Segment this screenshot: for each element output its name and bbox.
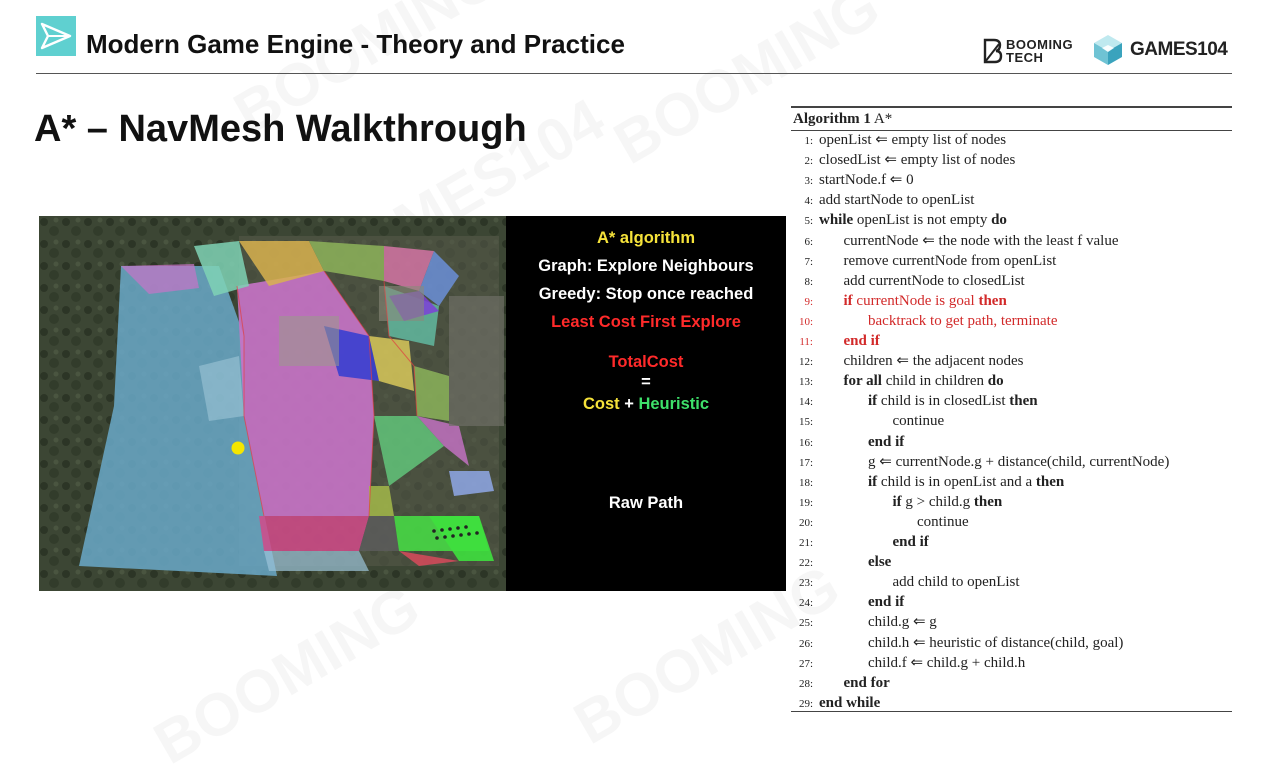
algorithm-keyword: end while xyxy=(819,694,881,711)
algorithm-line-number: 22: xyxy=(798,557,813,570)
algorithm-keyword: end if xyxy=(843,333,880,349)
algorithm-line-number: 23: xyxy=(798,577,813,590)
algorithm-line-number: 13: xyxy=(798,376,813,389)
algorithm-line-number: 3: xyxy=(804,175,813,188)
algorithm-keyword: then xyxy=(973,493,1003,510)
algorithm-line xyxy=(791,693,880,713)
algorithm-line-number: 14: xyxy=(798,396,813,409)
algorithm-line-number: 10: xyxy=(798,315,813,328)
algorithm-keyword: for all xyxy=(843,373,882,390)
algorithm-caption-name: A* xyxy=(873,111,893,127)
algorithm-line-text xyxy=(868,474,1064,490)
algorithm-line-text xyxy=(868,635,1123,651)
algorithm-line-text xyxy=(819,212,1007,228)
algorithm-line-number: 19: xyxy=(798,496,813,509)
algorithm-line xyxy=(791,331,880,351)
algorithm-keyword: end if xyxy=(868,594,905,611)
algorithm-text: g > child.g xyxy=(901,493,974,510)
algorithm-text: child.g ⇐ g xyxy=(868,614,937,631)
algorithm-line-text xyxy=(893,413,945,429)
algorithm-line xyxy=(791,371,1004,391)
algorithm-line xyxy=(791,572,1020,592)
algorithm-line-number: 11: xyxy=(799,336,813,348)
algorithm-text: openList ⇐ empty list of nodes xyxy=(819,132,1007,148)
algorithm-text: child is in openList and a xyxy=(877,473,1036,490)
games104-text: GAMES104 xyxy=(1130,39,1228,60)
algorithm-text: closedList ⇐ empty list of nodes xyxy=(819,152,1016,169)
algorithm-line-text xyxy=(819,132,1006,148)
algorithm-text: openList is not empty xyxy=(853,212,992,229)
algorithm-keyword: do xyxy=(991,212,1007,229)
algorithm-bottom-rule xyxy=(791,711,1232,712)
algorithm-line-number: 21: xyxy=(798,537,813,549)
algorithm-keyword: then xyxy=(1009,393,1038,410)
algorithm-keyword: if xyxy=(868,473,878,490)
algorithm-line-text xyxy=(844,333,880,349)
algorithm-line-text xyxy=(868,554,891,570)
algorithm-line xyxy=(791,452,1169,472)
algorithm-line-text xyxy=(844,353,1024,369)
algorithm-keyword: end if xyxy=(892,534,929,550)
algorithm-line-text xyxy=(844,373,1004,389)
algorithm-text: currentNode is goal xyxy=(852,292,979,309)
algorithm-keyword: then xyxy=(1035,473,1065,490)
algorithm-text: add startNode to openList xyxy=(819,192,975,209)
algorithm-line-text xyxy=(868,434,904,450)
algorithm-line-number: 9: xyxy=(804,295,813,308)
algorithm-text: continue xyxy=(917,513,969,530)
algorithm-keyword: else xyxy=(868,554,892,571)
algorithm-text: child.h ⇐ heuristic of distance(child, goal) xyxy=(868,634,1124,651)
algorithm-keyword: if xyxy=(892,493,902,510)
algorithm-line-text xyxy=(844,253,1057,269)
info-plus: + xyxy=(619,395,639,413)
algorithm-caption-label: Algorithm 1 xyxy=(793,111,871,127)
algorithm-line-text xyxy=(819,152,1015,168)
algorithm-text: child is in closedList xyxy=(877,393,1010,410)
algorithm-line-text xyxy=(844,293,1007,309)
algorithm-line xyxy=(791,391,1038,411)
algorithm-line-text xyxy=(917,514,969,530)
algorithm-line xyxy=(791,311,1058,331)
algorithm-line xyxy=(791,271,1025,291)
booming-text: BOOMING xyxy=(1006,37,1074,52)
course-title: Modern Game Engine - Theory and Practice xyxy=(86,29,625,59)
algorithm-text: continue xyxy=(892,413,945,430)
algorithm-line-number: 12: xyxy=(798,356,813,369)
algorithm-line xyxy=(791,512,969,532)
algorithm-line xyxy=(791,170,914,190)
algorithm-line-number: 8: xyxy=(804,275,813,288)
algorithm-line-number: 20: xyxy=(798,516,813,529)
algorithm-line xyxy=(791,130,1006,150)
info-cost: Cost xyxy=(582,395,620,413)
algorithm-line-text xyxy=(819,192,974,208)
algorithm-line-number: 25: xyxy=(798,617,813,630)
algorithm-line xyxy=(791,532,929,552)
info-total-cost: TotalCost xyxy=(608,353,684,371)
algorithm-line xyxy=(791,150,1015,170)
algorithm-line xyxy=(791,231,1118,251)
algorithm-line-text xyxy=(893,534,929,550)
header-divider xyxy=(36,73,1232,74)
algorithm-keyword: do xyxy=(987,373,1004,390)
algorithm-line-number: 24: xyxy=(798,597,813,610)
algorithm-line xyxy=(791,351,1024,371)
algorithm-keyword: if xyxy=(868,393,878,410)
algorithm-line-number: 26: xyxy=(798,637,813,650)
course-logo-icon xyxy=(36,16,76,56)
tech-text: TECH xyxy=(1006,50,1044,65)
algorithm-keyword: then xyxy=(978,292,1007,309)
algorithm-text: child.f ⇐ child.g + child.h xyxy=(868,654,1026,671)
info-least-cost: Least Cost First Explore xyxy=(551,313,741,331)
algorithm-keyword: end for xyxy=(843,674,890,691)
booming-tech-icon xyxy=(982,38,1004,64)
algorithm-line xyxy=(791,472,1064,492)
algorithm-line xyxy=(791,190,974,210)
algorithm-line xyxy=(791,291,1007,311)
algorithm-line xyxy=(791,552,891,572)
algorithm-text: backtrack to get path, terminate xyxy=(868,312,1058,329)
algorithm-line-number: 6: xyxy=(804,235,813,248)
algorithm-caption xyxy=(793,109,892,129)
algorithm-line-number: 18: xyxy=(798,476,813,489)
navmesh-game-view xyxy=(39,216,506,591)
algorithm-text: add child to openList xyxy=(892,574,1020,591)
booming-tech-logo xyxy=(982,36,1073,66)
info-panel xyxy=(506,216,786,591)
algorithm-line-number: 29: xyxy=(798,697,813,710)
algorithm-line-number: 15: xyxy=(798,416,813,429)
algorithm-line xyxy=(791,492,1002,512)
algorithm-line-text xyxy=(844,233,1119,249)
algorithm-line-text xyxy=(868,655,1025,671)
algorithm-line xyxy=(791,633,1123,653)
algorithm-line-number: 1: xyxy=(804,135,813,147)
algorithm-line xyxy=(791,592,904,612)
algorithm-line xyxy=(791,432,904,452)
algorithm-keyword: if xyxy=(843,292,853,309)
info-equals: = xyxy=(641,373,651,391)
algorithm-text: add currentNode to closedList xyxy=(843,272,1025,289)
info-greedy: Greedy: Stop once reached xyxy=(538,285,754,303)
algorithm-line xyxy=(791,673,890,693)
games104-cube-icon xyxy=(1092,33,1124,67)
algorithm-line xyxy=(791,612,937,632)
algorithm-keyword: while xyxy=(819,212,854,229)
algorithm-text: children ⇐ the adjacent nodes xyxy=(843,353,1024,370)
info-raw-path: Raw Path xyxy=(608,494,684,512)
algorithm-line xyxy=(791,210,1007,230)
algorithm-keyword: end if xyxy=(868,433,905,450)
algorithm-text: remove currentNode from openList xyxy=(843,252,1057,269)
algorithm-text: g ⇐ currentNode.g + distance(child, currentNode) xyxy=(868,453,1170,470)
algorithm-top-rule xyxy=(791,106,1232,108)
algorithm-line-text xyxy=(868,313,1058,329)
algorithm-line-number: 7: xyxy=(804,255,813,268)
algorithm-line xyxy=(791,411,944,431)
algorithm-text: startNode.f ⇐ 0 xyxy=(819,172,914,189)
algorithm-line-text xyxy=(868,614,937,630)
algorithm-line-number: 4: xyxy=(804,195,813,208)
info-a-star-algorithm: A* algorithm xyxy=(596,229,696,247)
algorithm-line-number: 17: xyxy=(798,456,813,469)
algorithm-line-text xyxy=(868,393,1038,409)
watermark xyxy=(142,571,431,777)
algorithm-line-text xyxy=(844,675,890,691)
algorithm-line xyxy=(791,653,1025,673)
slide-title: A* – NavMesh Walkthrough xyxy=(34,108,527,150)
algorithm-line-text xyxy=(844,273,1025,289)
algorithm-line xyxy=(791,251,1056,271)
algorithm-line-number: 5: xyxy=(804,215,813,228)
info-heuristic: Heuristic xyxy=(638,395,710,413)
algorithm-line-number: 27: xyxy=(798,657,813,670)
algorithm-line-number: 2: xyxy=(804,155,813,168)
algorithm-line-text xyxy=(868,454,1169,470)
algorithm-text: child in children xyxy=(881,373,988,390)
algorithm-line-number: 16: xyxy=(798,436,813,449)
algorithm-text: currentNode ⇐ the node with the least f value xyxy=(843,232,1119,249)
algorithm-line-text xyxy=(893,494,1003,510)
algorithm-line-text xyxy=(819,172,914,188)
algorithm-line-text xyxy=(893,574,1020,590)
algorithm-line-text xyxy=(868,594,904,610)
algorithm-line-number: 28: xyxy=(798,677,813,690)
info-cost-formula xyxy=(506,394,786,414)
games104-logo xyxy=(1092,32,1227,68)
start-point-marker xyxy=(232,442,245,455)
algorithm-line-text xyxy=(819,695,880,711)
info-graph: Graph: Explore Neighbours xyxy=(538,257,754,275)
